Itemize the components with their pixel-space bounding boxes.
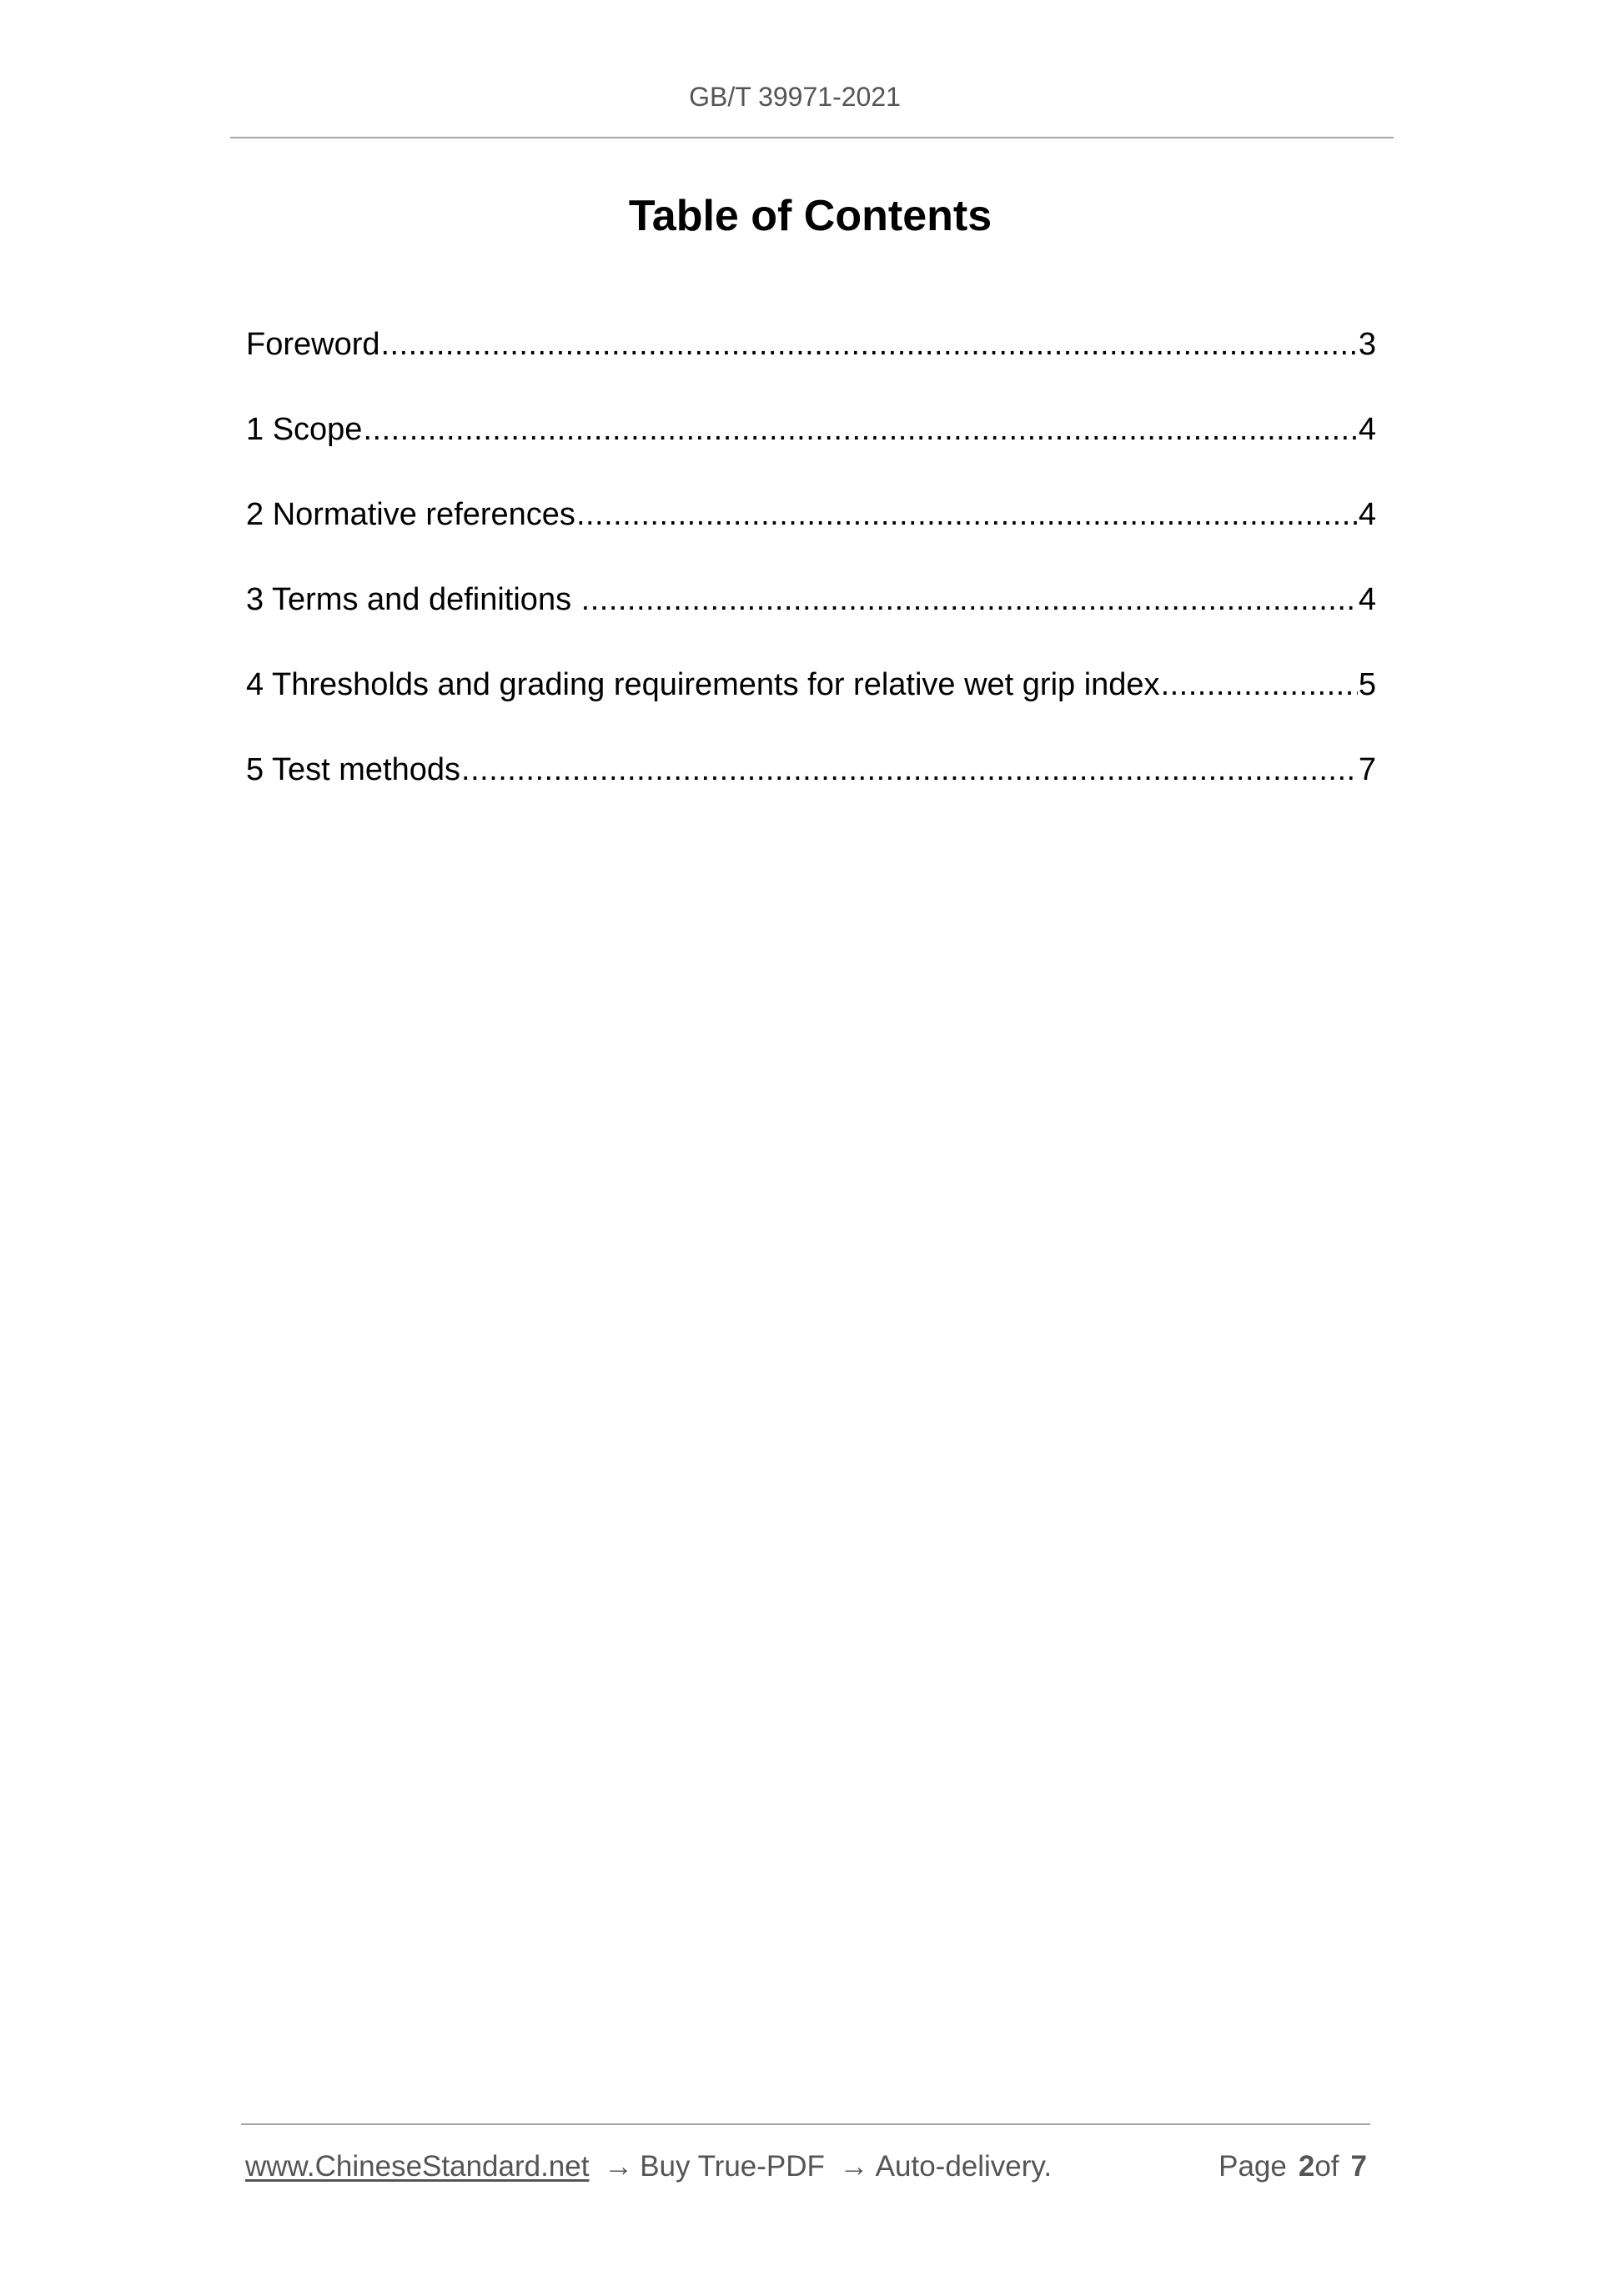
page-word: Page	[1219, 2150, 1287, 2183]
footer-divider	[241, 2123, 1370, 2125]
dot-leader	[381, 324, 1358, 364]
footer-step-buy: Buy True-PDF	[640, 2150, 825, 2183]
toc-entry-label: 2 Normative references	[246, 497, 575, 532]
dot-leader	[363, 409, 1357, 450]
toc-entry-normative-references[interactable]	[246, 495, 1376, 580]
arrow-right-icon: →	[604, 2150, 634, 2183]
toc-entry-label: 4 Thresholds and grading requirements for relative wet grip index	[246, 667, 1160, 702]
toc-entry-page-number: 5	[1358, 667, 1376, 702]
footer-step-delivery: Auto-delivery.	[875, 2150, 1053, 2183]
page-indicator	[1219, 2148, 1367, 2185]
of-word: of	[1314, 2150, 1339, 2183]
toc-entry-page-number: 4	[1358, 497, 1376, 532]
header-divider	[230, 137, 1394, 138]
page-footer	[245, 2148, 1367, 2185]
total-pages-number: 7	[1350, 2150, 1367, 2183]
toc-entry-test-methods[interactable]	[246, 750, 1376, 835]
toc-entry-terms-and-definitions[interactable]	[246, 580, 1376, 665]
toc-entry-page-number: 4	[1358, 582, 1376, 617]
toc-entry-thresholds-and-grading[interactable]	[246, 665, 1376, 750]
current-page-number: 2	[1298, 2150, 1315, 2183]
table-of-contents	[246, 324, 1376, 835]
toc-entry-page-number: 3	[1358, 327, 1376, 362]
toc-entry-label: 3 Terms and definitions	[246, 582, 580, 617]
footer-promo	[245, 2148, 1052, 2185]
website-link[interactable]: www.ChineseStandard.net	[245, 2150, 590, 2183]
page-title: Table of Contents	[628, 192, 992, 240]
toc-entry-page-number: 4	[1358, 412, 1376, 447]
dot-leader	[461, 750, 1358, 790]
dot-leader	[576, 495, 1358, 535]
toc-entry-foreword[interactable]	[246, 324, 1376, 409]
toc-entry-page-number: 7	[1358, 752, 1376, 787]
dot-leader	[1161, 665, 1358, 705]
toc-entry-scope[interactable]	[246, 409, 1376, 495]
toc-entry-label: Foreword	[246, 327, 380, 362]
dot-leader	[581, 580, 1358, 620]
document-id-header: GB/T 39971-2021	[689, 82, 901, 112]
toc-entry-label: 5 Test methods	[246, 752, 461, 787]
toc-entry-label: 1 Scope	[246, 412, 363, 447]
arrow-right-icon: →	[839, 2150, 869, 2183]
